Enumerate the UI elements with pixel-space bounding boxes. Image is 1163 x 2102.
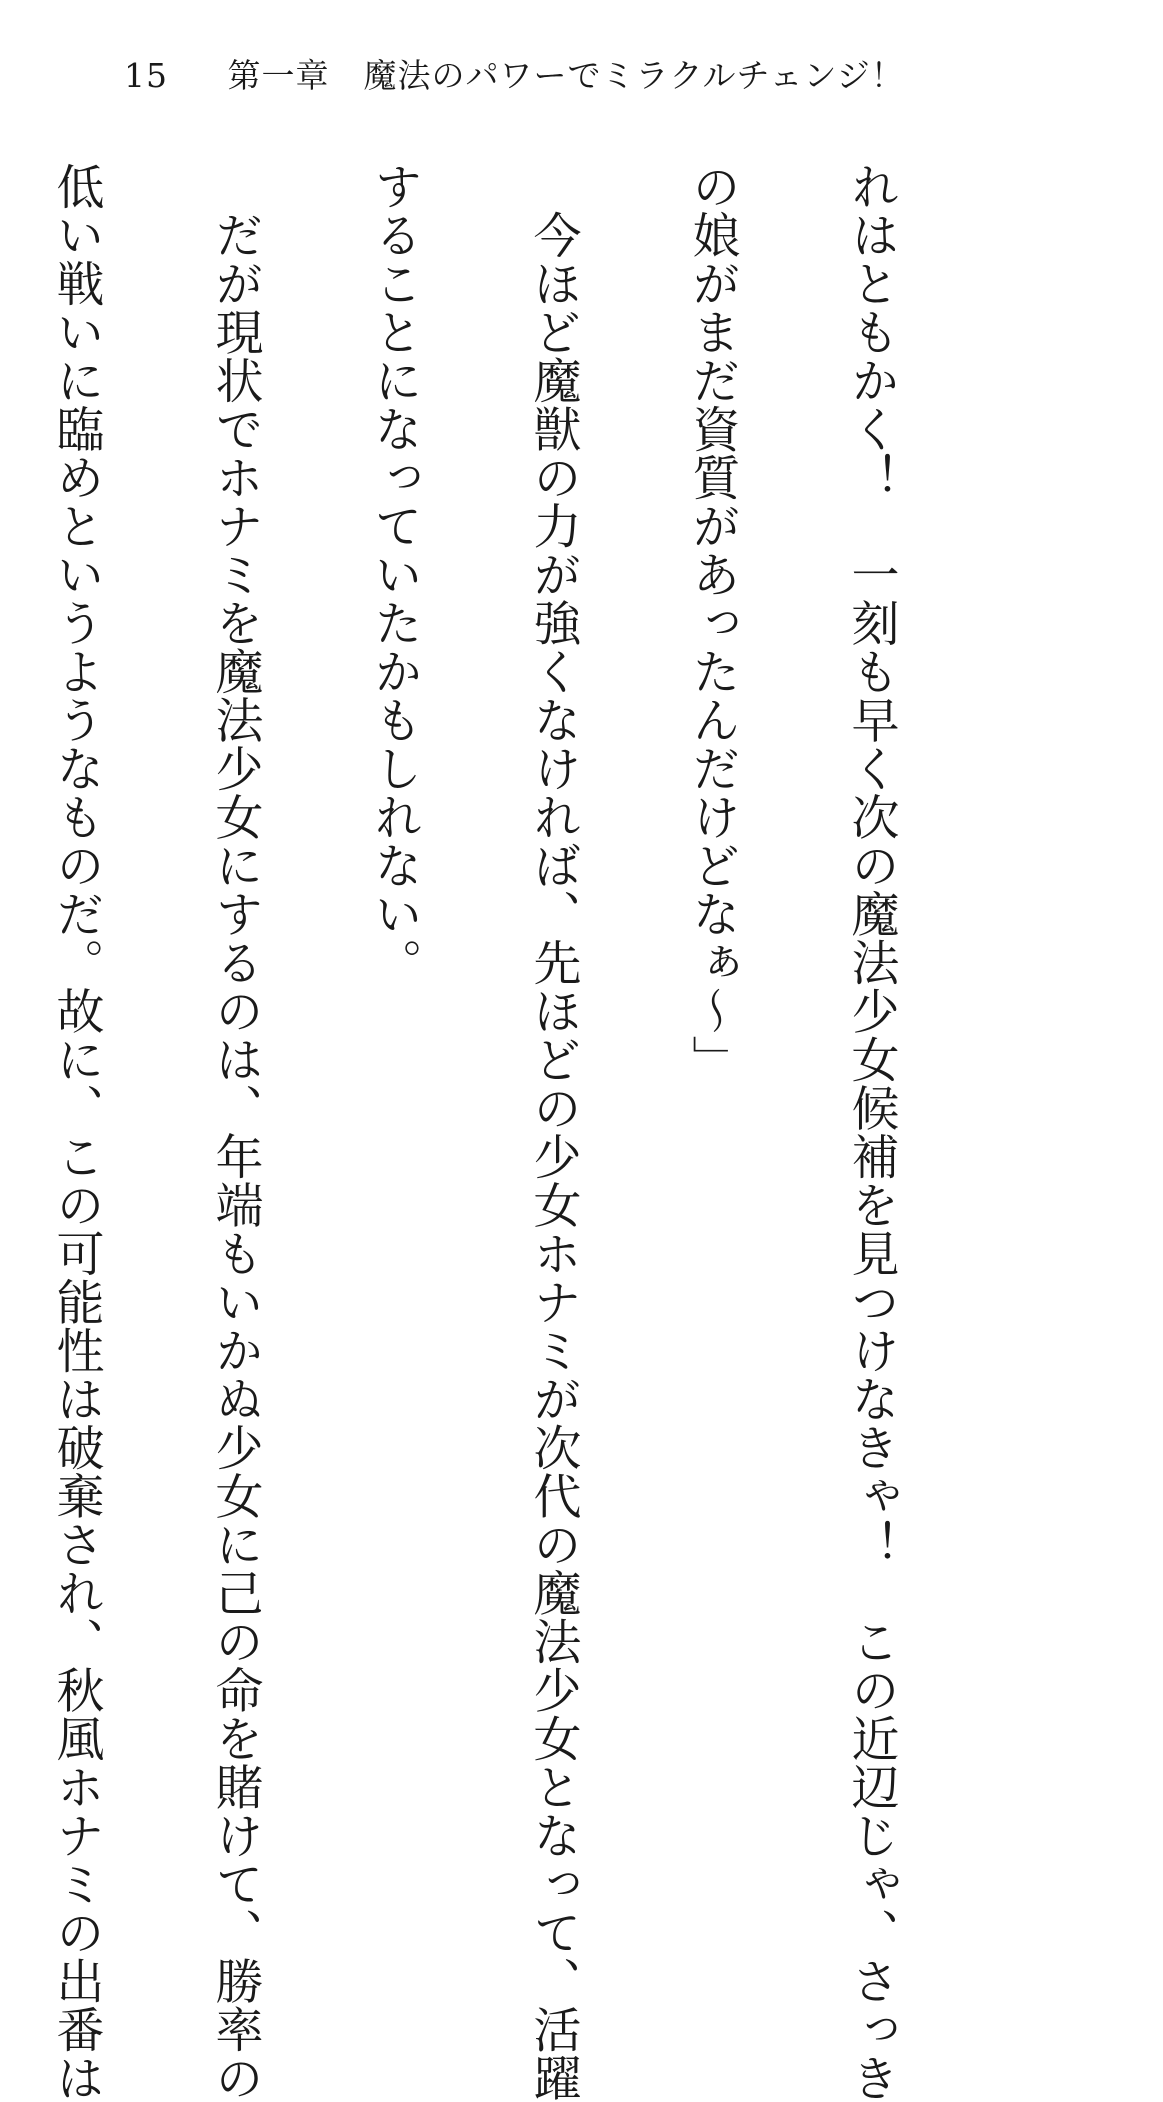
body-text	[0, 162, 1003, 2102]
page-number: 15	[124, 56, 168, 95]
chapter-title: 第一章 魔法のパワーでミラクルチェンジ！	[227, 56, 905, 95]
text-line: 今ほど魔獣の力が強くなければ、先ほどの少女ホナミが次代の魔法少女となって、活躍	[525, 162, 581, 2102]
page-header	[124, 56, 905, 96]
text-line: れはともかく！ 一刻も早く次の魔法少女候補を見つけなきゃ！ この近辺じゃ、さっき	[843, 162, 899, 2102]
text-line: の娘がまだ資質があったんだけどなぁ～」	[684, 162, 740, 1084]
text-line: することになっていたかもしれない。	[366, 162, 422, 987]
text-line: 低い戦いに臨めというようなものだ。故に、この可能性は破棄され、秋風ホナミの出番は	[48, 162, 104, 2102]
text-line: だが現状でホナミを魔法少女にするのは、年端もいかぬ少女に己の命を賭けて、勝率の	[207, 162, 263, 2102]
